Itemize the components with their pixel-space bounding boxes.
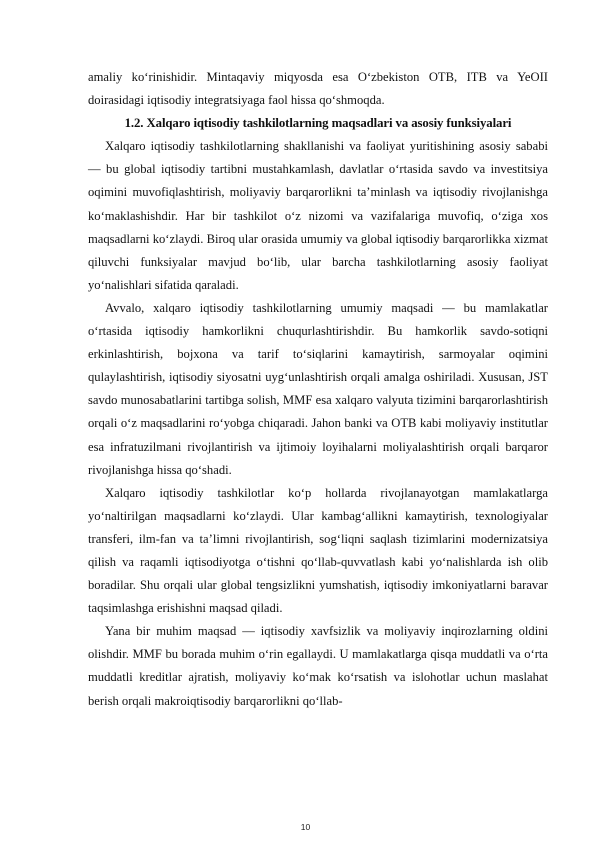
intro-paragraph: amaliy ko‘rinishidir. Mintaqaviy miqyosda esa O‘zbekiston OTB, ITB va YeOII doirasidagi iqtisodiy integratsiyaga faol hissa qo‘shmoqda. (88, 70, 548, 108)
document-page (88, 66, 548, 713)
section-heading: 1.2. Xalqaro iqtisodiy tashkilotlarning maqsadlari va asosiy funksiyalari (124, 116, 512, 131)
body-paragraph: Xalqaro iqtisodiy tashkilotlarning shakllanishi va faoliyat yuritishining asosiy sababi — bu global iqtisodiy tartibni mustahkamlash, davlatlar o‘rtasida savdo va investitsiya oqimini muvofiqlashtirish, moliyaviy barqarorlikni ta’minlash va iqtisodiy rivojlanishga ko‘maklashishdir. Har bir tashkilot o‘z nizomi va vazifalariga muvofiq, o‘ziga xos maqsadlarni ko‘zlaydi. Biroq ular orasida umumiy va global iqtisodiy barqarorlikka xizmat qiluvchi funksiyalar mavjud bo‘lib, ular barcha tashkilotlarning asosiy faoliyat yo‘nalishlari sifatida qaraladi. (88, 139, 548, 292)
body-paragraph: Xalqaro iqtisodiy tashkilotlar ko‘p hollarda rivojlanayotgan mamlakatlarga yo‘naltirilgan maqsadlarni ko‘zlaydi. Ular kambag‘allikni kamaytirish, texnologiyalar transferi, ilm-fan va ta’limni rivojlantirish, sog‘liqni saqlash tizimlarini modernizatsiya qilish va raqamli iqtisodiyotga o‘tishni qo‘llab-quvvatlash kabi yo‘nalishlarda ish olib boradilar. Shu orqali ular global tengsizlikni yumshatish, iqtisodiy imkoniyatlarni baravar taqsimlashga erishishni maqsad qiladi. (88, 485, 548, 616)
body-paragraph: Yana bir muhim maqsad — iqtisodiy xavfsizlik va moliyaviy inqirozlarning oldini olishdir. MMF bu borada muhim o‘rin egallaydi. U mamlakatlarga qisqa muddatli va o‘rta muddatli kreditlar ajratish, moliyaviy ko‘mak ko‘rsatish va islohotlar uchun maslahat berish orqali makroiqtisodiy barqarorlikni qo‘llab- (88, 624, 548, 708)
body-paragraph: Avvalo, xalqaro iqtisodiy tashkilotlarning umumiy maqsadi — bu mamlakatlar o‘rtasida iqtisodiy hamkorlikni chuqurlashtirishdir. Bu hamkorlik savdo-sotiqni erkinlashtirish, bojxona va tarif to‘siqlarini kamaytirish, sarmoyalar oqimini qulaylashtirish, iqtisodiy siyosatni uyg‘unlashtirish orqali amalga oshiriladi. Xususan, JST savdo munosabatlarini tartibga solish, MMF esa xalqaro valyuta tizimini barqarorlashtirish orqali o‘z maqsadlarini ro‘yobga chiqaradi. Jahon banki va OTB kabi moliyaviy institutlar esa infratuzilmani rivojlantirish va ijtimoiy loyihalarni moliyalashtirish orqali barqaror rivojlanishga hissa qo‘shadi. (88, 300, 548, 477)
page-number: 10 (300, 822, 311, 832)
